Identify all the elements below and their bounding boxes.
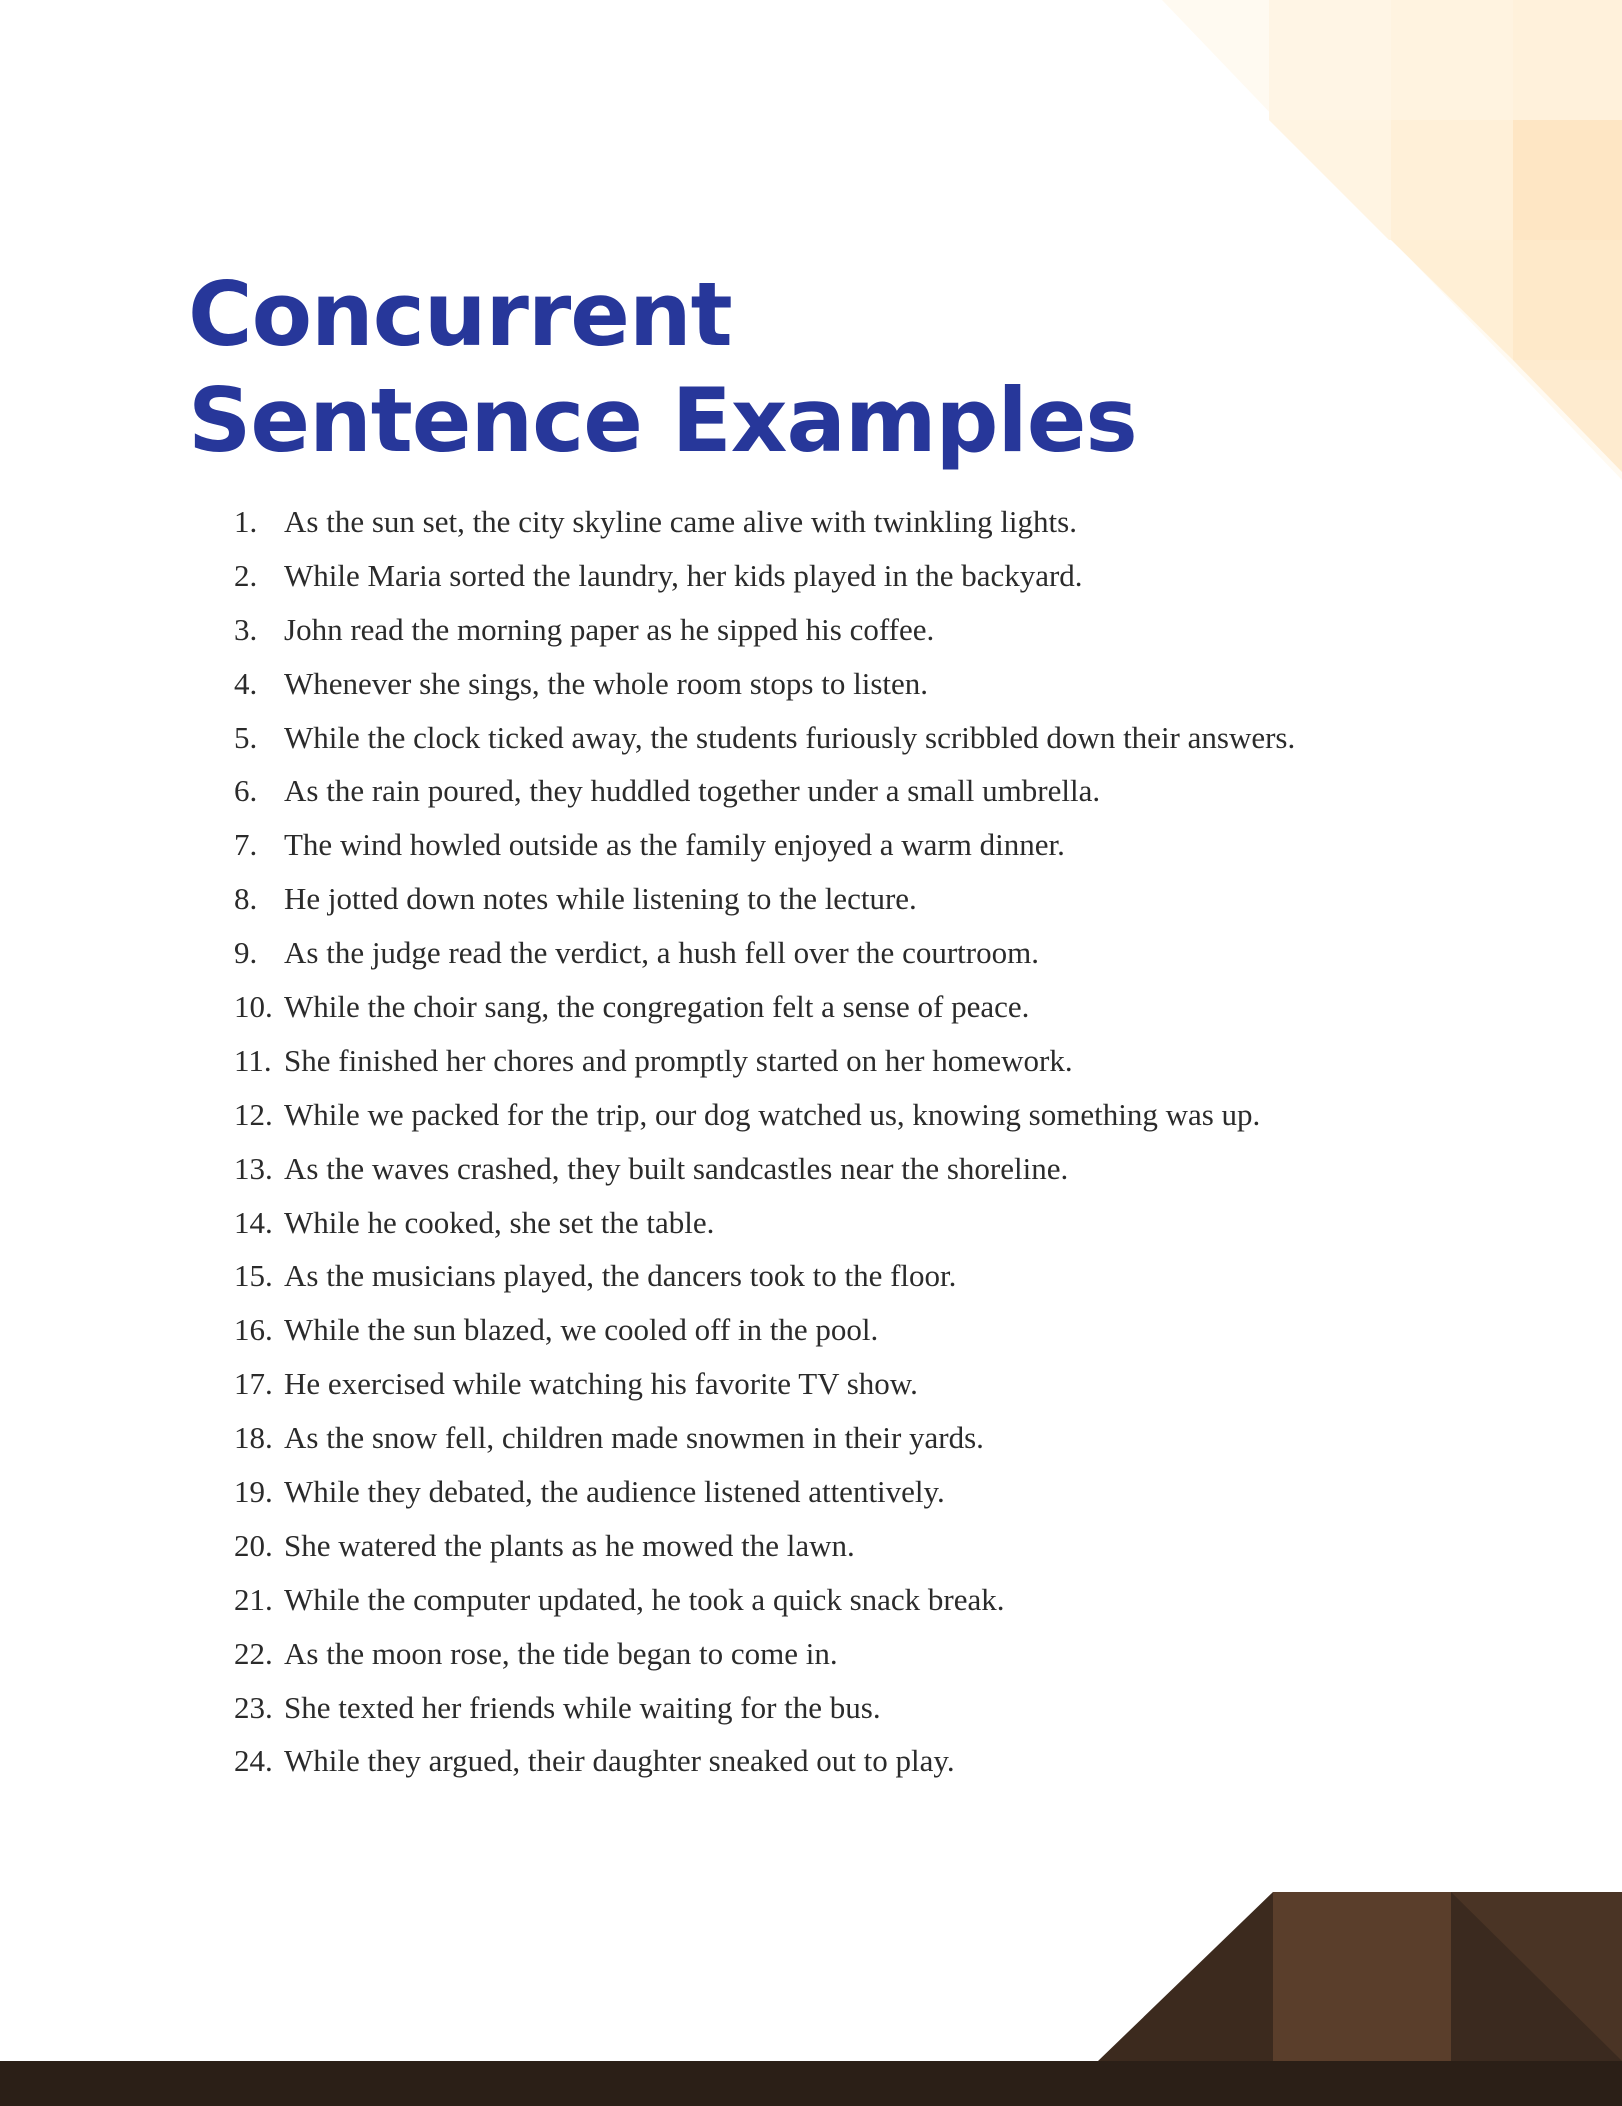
list-item	[234, 720, 1534, 774]
item-number: 1.	[234, 504, 258, 539]
item-text: While the sun blazed, we cooled off in the pool.	[284, 1312, 879, 1348]
item-number: 8.	[234, 881, 258, 917]
list-item	[234, 1312, 1534, 1366]
list-item	[234, 1743, 1534, 1797]
item-number: 3.	[234, 611, 258, 647]
item-text: As the musicians played, the dancers took to the floor.	[284, 1258, 957, 1294]
item-number: 14.	[234, 1204, 273, 1240]
item-number: 24.	[234, 1743, 273, 1779]
item-number: 12.	[234, 1096, 273, 1132]
item-number: 9.	[234, 935, 258, 971]
bottom-decoration	[0, 1880, 1622, 2106]
item-text: While they argued, their daughter sneaked out to play.	[284, 1743, 955, 1779]
list-item	[234, 1420, 1534, 1474]
item-text: She finished her chores and promptly started on her homework.	[284, 1042, 1073, 1078]
list-item	[234, 1151, 1534, 1205]
item-text: While the computer updated, he took a quick snack break.	[284, 1581, 1005, 1617]
list-item	[234, 1043, 1534, 1097]
item-text: John read the morning paper as he sipped his coffee.	[284, 611, 935, 647]
item-text: As the judge read the verdict, a hush fell over the courtroom.	[284, 935, 1039, 971]
list-item	[234, 1258, 1534, 1312]
list-item	[234, 935, 1534, 989]
item-number: 6.	[234, 773, 258, 809]
list-item	[234, 1582, 1534, 1636]
item-text: While they debated, the audience listened attentively.	[284, 1474, 945, 1510]
top-right-decoration	[1162, 0, 1622, 480]
item-text: He jotted down notes while listening to the lecture.	[284, 881, 917, 917]
item-text: The wind howled outside as the family enjoyed a warm dinner.	[284, 827, 1065, 863]
item-text: As the snow fell, children made snowmen in their yards.	[284, 1420, 984, 1456]
list-item	[234, 1097, 1534, 1151]
item-number: 23.	[234, 1689, 273, 1725]
item-text: Whenever she sings, the whole room stops to listen.	[284, 665, 929, 701]
item-text: She watered the plants as he mowed the lawn.	[284, 1527, 855, 1563]
item-text: As the waves crashed, they built sandcastles near the shoreline.	[284, 1150, 1069, 1186]
list-item	[234, 558, 1534, 612]
item-text: While he cooked, she set the table.	[284, 1204, 715, 1240]
item-text: While the clock ticked away, the students furiously scribbled down their answers.	[284, 719, 1296, 755]
list-item	[234, 612, 1534, 666]
item-text: As the rain poured, they huddled together under a small umbrella.	[284, 773, 1101, 809]
item-number: 22.	[234, 1635, 273, 1671]
list-item	[234, 504, 1534, 558]
item-text: He exercised while watching his favorite TV show.	[284, 1366, 918, 1402]
page-title	[188, 262, 1137, 474]
list-item	[234, 1205, 1534, 1259]
item-number: 11.	[234, 1042, 272, 1078]
item-text: As the sun set, the city skyline came alive with twinkling lights.	[284, 504, 1077, 539]
list-item	[234, 1474, 1534, 1528]
item-number: 10.	[234, 989, 273, 1025]
item-number: 20.	[234, 1527, 273, 1563]
title-line-2: Sentence Examples	[188, 369, 1137, 472]
item-number: 7.	[234, 827, 258, 863]
item-number: 19.	[234, 1474, 273, 1510]
sentence-list	[234, 504, 1534, 1797]
list-item	[234, 1528, 1534, 1582]
list-item	[234, 881, 1534, 935]
list-item	[234, 666, 1534, 720]
item-number: 21.	[234, 1581, 273, 1617]
item-number: 15.	[234, 1258, 273, 1294]
list-item	[234, 1636, 1534, 1690]
item-number: 4.	[234, 665, 258, 701]
item-text: While the choir sang, the congregation felt a sense of peace.	[284, 989, 1030, 1025]
item-number: 2.	[234, 557, 258, 593]
item-number: 16.	[234, 1312, 273, 1348]
list-item	[234, 827, 1534, 881]
item-number: 5.	[234, 719, 258, 755]
item-text: While we packed for the trip, our dog watched us, knowing something was up.	[284, 1096, 1261, 1132]
list-item	[234, 773, 1534, 827]
item-text: As the moon rose, the tide began to come in.	[284, 1635, 838, 1671]
list-item	[234, 1690, 1534, 1744]
list-item	[234, 1366, 1534, 1420]
item-number: 18.	[234, 1420, 273, 1456]
list-item	[234, 989, 1534, 1043]
title-line-1: Concurrent	[188, 263, 732, 366]
item-text: She texted her friends while waiting for the bus.	[284, 1689, 881, 1725]
item-number: 17.	[234, 1366, 273, 1402]
item-number: 13.	[234, 1150, 273, 1186]
item-text: While Maria sorted the laundry, her kids played in the backyard.	[284, 557, 1083, 593]
